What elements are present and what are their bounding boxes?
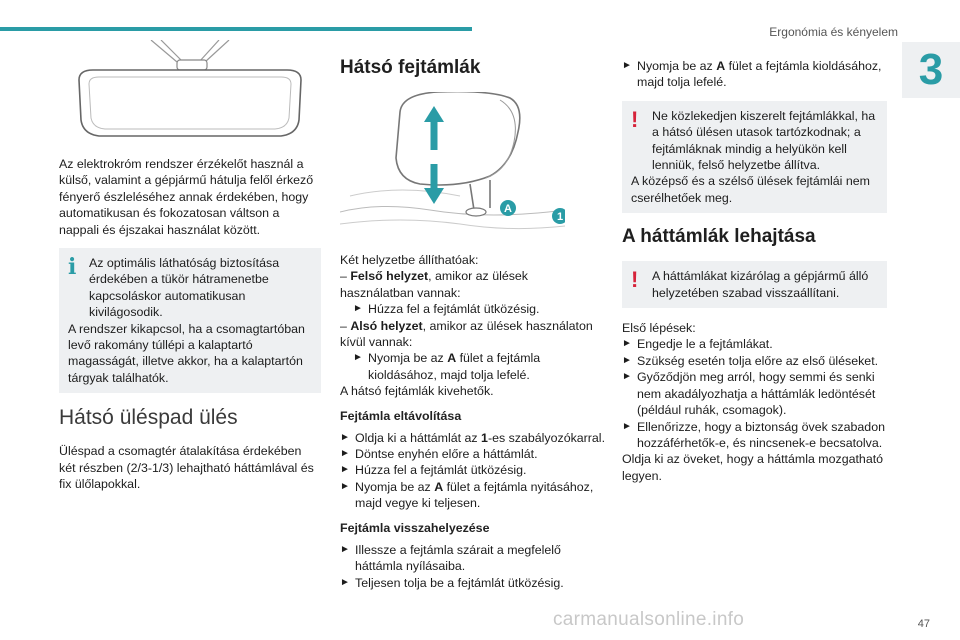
arrow-icon: ► (340, 431, 350, 443)
closing-text: Oldja ki az öveket, hogy a háttámla mozgatható legyen. (622, 452, 884, 483)
upper-position-step (340, 301, 605, 317)
step-text: Oldja ki a háttámlát az (355, 430, 482, 445)
step-text: fület a fejtámla kioldásához, majd tolja lefelé. (637, 59, 882, 90)
step-text: Ellenőrizze, hogy a biztonság övek szabadon hozzáférhetők-e, és nincsenek-e becsatolva. (637, 419, 885, 450)
step-text: Teljesen tolja be a fejtámlát ütközésig. (355, 575, 564, 590)
step-text: Illessze a fejtámla szárait a megfelelő háttámla nyílásaiba. (355, 542, 561, 574)
step-text: Húzza fel a fejtámlát ütközésig. (368, 302, 540, 317)
step-text: -es szabályozókarral. (487, 430, 606, 445)
refit-step-1 (340, 542, 605, 575)
warning-box-backrests (622, 261, 887, 308)
figure-label-a-text: A (504, 203, 512, 215)
rear-bench-description: Üléspad a csomagtér átalakítása érdekében két részben (2/3-1/3) lehajtható háttámlával és fix ülőlapokkal. (59, 444, 314, 492)
figure-label-1-text: 1 (556, 211, 564, 223)
warning-backrests-text: A háttámlákat kizárólag a gépjármű álló helyzetében szabad visszaállítani. (652, 269, 869, 300)
first-steps-label: Első lépések: (622, 321, 696, 336)
step-text: Engedje le a fejtámlákat. (637, 337, 773, 352)
arrow-icon: ► (622, 420, 632, 432)
mirror-description: Az elektrokróm rendszer érzékelőt használ a külső, valamint a gépjármű hátulja felől érkező fényerő észleléséhez annak érdekében, hogy automatikusan és fokozatosan váltson a nappali és éjszakai használat között. (59, 157, 314, 237)
warning-box-headrests (622, 101, 887, 213)
header-title: Ergonómia és kényelem (769, 25, 898, 39)
step-text: fület a fejtámla nyitásához, majd vegye ki teljesen. (355, 479, 594, 511)
step-text: Győződjön meg arról, hogy semmi és senki nem akadályozhatja a háttámlák ledöntését (például ruhák, csomagok). (637, 370, 876, 418)
step-bold: 1 (481, 430, 488, 445)
header-accent-bar (0, 27, 472, 31)
prep-step-1 (622, 336, 887, 352)
step-text: Nyomja be az (637, 59, 717, 73)
step-text: Húzza fel a fejtámlát ütközésig. (355, 463, 527, 478)
prep-step-3 (622, 369, 887, 418)
arrow-icon: ► (353, 303, 363, 315)
removal-step-3 (340, 462, 605, 478)
step-text: Nyomja be az (368, 351, 448, 366)
lower-position (340, 318, 605, 351)
arrow-icon: ► (340, 464, 350, 476)
arrow-icon: ► (340, 576, 350, 588)
section-title-rear-headrests: Hátsó fejtámlák (340, 57, 481, 78)
column-left (59, 40, 321, 493)
arrow-icon: ► (340, 543, 350, 555)
step-bold: A (716, 59, 726, 73)
step-text: Nyomja be az (355, 479, 435, 494)
dash: – (340, 269, 351, 284)
info-note-line1: Az optimális láthatóság biztosítása érdekében a tükör hátramenetbe kapcsoláskor automatikusan kivilágosodik. (89, 256, 280, 320)
subtitle-removal: Fejtámla eltávolítása (340, 408, 462, 423)
upper-position-text: , amikor az ülések használatban vannak: (340, 269, 529, 300)
release-step (622, 58, 887, 91)
step-text: Döntse enyhén előre a háttámlát. (355, 447, 538, 462)
removable-note: A hátsó fejtámlák kivehetők. (340, 384, 494, 399)
step-text: fület a fejtámla kioldásához, majd tolja lefelé. (368, 351, 541, 382)
lower-position-label: Alsó helyzet (350, 318, 423, 333)
removal-step-4 (340, 479, 605, 512)
removal-step-2 (340, 446, 605, 462)
arrow-icon: ► (622, 371, 632, 383)
arrow-icon: ► (622, 354, 632, 366)
step-bold: A (434, 479, 444, 494)
column-right (622, 58, 887, 484)
info-icon: i (68, 254, 77, 281)
arrow-icon: ► (340, 480, 350, 492)
arrow-icon: ► (622, 60, 632, 71)
section-title-fold-backrests: A háttámlák lehajtása (622, 226, 816, 248)
refit-step-2 (340, 575, 605, 591)
upper-position-label: Felső helyzet (350, 269, 429, 284)
info-note-box (59, 248, 321, 393)
warning-line2: A középső és a szélső ülések fejtámlái nem cserélhetőek meg. (631, 174, 870, 205)
step-text: Szükség esetén tolja előre az első üléseket. (637, 353, 879, 368)
arrow-icon: ► (340, 448, 350, 460)
removal-step-1 (340, 430, 605, 446)
chapter-number: 3 (918, 45, 944, 94)
warning-icon: ! (631, 267, 639, 293)
warning-icon: ! (631, 106, 639, 132)
dash: – (340, 318, 351, 333)
step-bold: A (447, 351, 457, 366)
positions-intro: Két helyzetbe állíthatóak: (340, 253, 479, 267)
subtitle-refit: Fejtámla visszahelyezése (340, 520, 490, 535)
section-title-rear-bench: Hátsó üléspad ülés (59, 406, 238, 430)
arrow-icon: ► (353, 352, 363, 364)
lower-position-step (340, 350, 605, 383)
page-number: 47 (917, 618, 930, 630)
upper-position (340, 268, 605, 301)
headrest-illustration (340, 92, 565, 242)
prep-step-4 (622, 419, 887, 452)
warning-line1: Ne közlekedjen kiszerelt fejtámlákkal, ha a hátsó ülésen utasok tartózkodnak; a fejtámláknak mindig a helyükön kell lenniük, felső helyzetbe állítva. (652, 108, 876, 173)
arrow-icon: ► (622, 338, 632, 350)
watermark: carmanualsonline.info (553, 609, 745, 630)
lower-position-text: , amikor az ülések használaton kívül vannak: (340, 318, 593, 350)
prep-step-2 (622, 353, 887, 369)
info-note-line2: A rendszer kikapcsol, ha a csomagtartóban levő rakomány túllépi a kalaptartó magasságát, illetve akkor, ha a kalaptartón tárgyak találhatók. (68, 321, 305, 385)
column-middle (340, 56, 605, 591)
rear-view-mirror-illustration (59, 40, 321, 144)
